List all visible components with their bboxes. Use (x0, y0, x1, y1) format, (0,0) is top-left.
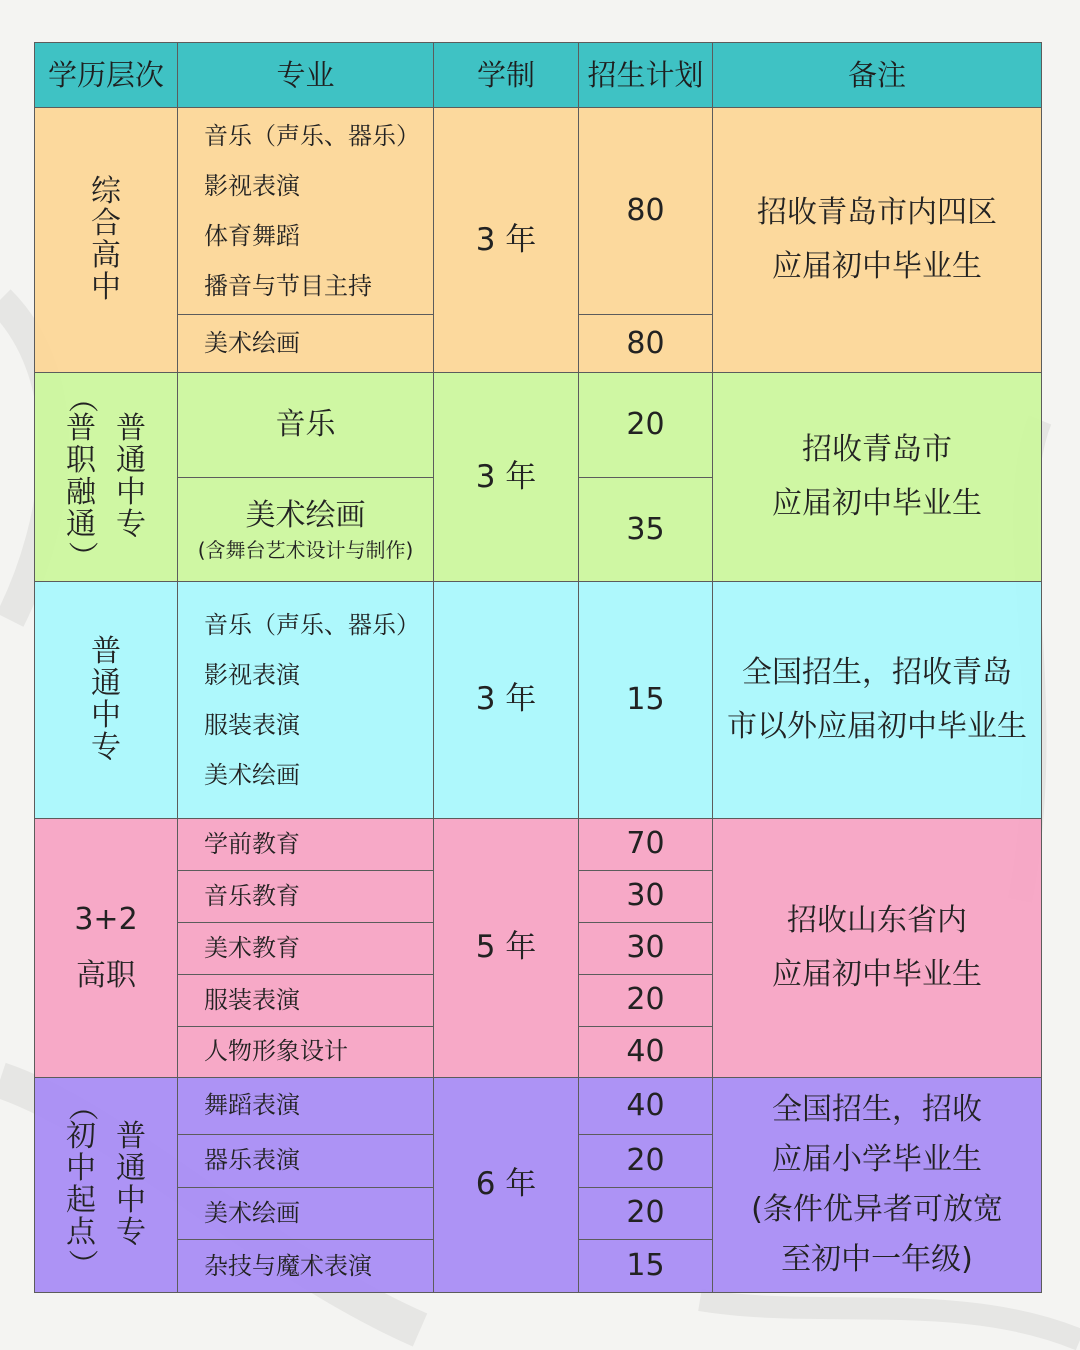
level-char: 通 (116, 1150, 146, 1186)
major-cell: 舞蹈表演 (178, 1077, 434, 1134)
major-cell: 音乐教育 (178, 870, 434, 922)
plan-cell: 35 (579, 478, 713, 582)
level-char: 普 (116, 1118, 146, 1154)
list-item: 音乐（声乐、器乐） (204, 610, 420, 639)
header-major: 专业 (178, 43, 434, 108)
plan-cell: 40 (579, 1077, 713, 1134)
header-plan: 招生计划 (579, 43, 713, 108)
level-cell-junior-start (35, 1077, 178, 1292)
note-line: 应届初中毕业生 (772, 249, 982, 285)
level-char: （ (64, 383, 99, 414)
level-char: 合 (91, 206, 121, 242)
plan-cell: 20 (579, 974, 713, 1026)
note-line: 应届小学毕业生 (772, 1141, 982, 1177)
note-line: 招收青岛市 (802, 432, 952, 468)
level-char: 普 (66, 411, 96, 447)
plan-cell: 80 (579, 108, 713, 315)
major-cell: 美术绘画 (178, 1187, 434, 1239)
vertical-level-column (91, 633, 121, 765)
level-char: 通 (66, 507, 96, 543)
plan-cell: 20 (579, 1134, 713, 1187)
plan-cell: 70 (579, 818, 713, 870)
major-subtitle: (含舞台艺术设计与制作) (197, 537, 414, 562)
note-cell (713, 1077, 1042, 1292)
note-cell (713, 818, 1042, 1077)
major-cell (178, 478, 434, 582)
note-line: (条件优异者可放宽 (751, 1191, 1003, 1227)
list-item: 音乐（声乐、器乐） (204, 122, 420, 151)
plan-cell: 40 (579, 1026, 713, 1077)
level-char: 专 (116, 1214, 146, 1250)
note-line: 应届初中毕业生 (772, 956, 982, 992)
list-item: 影视表演 (204, 172, 300, 201)
header-level: 学历层次 (35, 43, 178, 108)
plan-cell: 15 (579, 1239, 713, 1292)
note-line: 招收青岛市内四区 (757, 195, 997, 231)
vertical-level-column (64, 1090, 99, 1279)
level-cell-comprehensive (35, 108, 178, 373)
level-char: 专 (116, 507, 146, 543)
header-note: 备注 (713, 43, 1042, 108)
major-cell: 美术教育 (178, 922, 434, 974)
vertical-level-column (91, 176, 121, 304)
level-cell-higher-vocational (35, 818, 178, 1077)
plan-cell: 30 (579, 922, 713, 974)
duration-cell: 3 年 (434, 582, 579, 818)
header-duration: 学制 (434, 43, 579, 108)
note-cell (713, 108, 1042, 373)
major-list-cell (178, 582, 434, 818)
level-char: 专 (91, 729, 121, 765)
duration-cell: 3 年 (434, 373, 579, 582)
note-line: 招收山东省内 (787, 902, 967, 938)
level-char: 起 (66, 1182, 96, 1218)
duration-cell: 5 年 (434, 818, 579, 1077)
list-item: 服装表演 (204, 710, 300, 739)
level-char: 综 (91, 174, 121, 210)
level-line: 3+2 (74, 901, 138, 937)
plan-cell: 20 (579, 1187, 713, 1239)
level-char: 通 (116, 443, 146, 479)
plan-cell: 80 (579, 315, 713, 373)
table-header-row (35, 43, 1042, 108)
duration-cell: 3 年 (434, 108, 579, 373)
major-cell: 学前教育 (178, 818, 434, 870)
plan-cell: 15 (579, 582, 713, 818)
duration-cell: 6 年 (434, 1077, 579, 1292)
vertical-level-column (116, 1118, 146, 1250)
level-char: 中 (116, 1182, 146, 1218)
level-cell-vocational-integration (35, 373, 178, 582)
note-line: 应届初中毕业生 (772, 486, 982, 522)
level-char: ） (64, 541, 99, 572)
vertical-level-label (35, 1078, 177, 1292)
level-char: 普 (116, 411, 146, 447)
major-cell: 音乐 (178, 373, 434, 478)
table-row (35, 1077, 1042, 1134)
level-line: 高职 (76, 957, 136, 993)
level-char: 中 (66, 1150, 96, 1186)
level-char: 融 (66, 475, 96, 511)
list-item: 影视表演 (204, 660, 300, 689)
list-item: 播音与节目主持 (204, 272, 372, 301)
level-char: 高 (91, 238, 121, 274)
level-char: 初 (66, 1118, 96, 1154)
level-char: 职 (66, 443, 96, 479)
level-cell-secondary-vocational (35, 582, 178, 818)
vertical-level-column (116, 413, 146, 541)
note-line: 全国招生，招收青岛 (742, 654, 1012, 690)
list-item: 美术绘画 (204, 760, 300, 789)
level-char: 中 (91, 697, 121, 733)
note-line: 全国招生，招收 (772, 1091, 982, 1127)
level-char: 普 (91, 633, 121, 669)
level-char: 点 (66, 1214, 96, 1250)
table-row (35, 582, 1042, 818)
note-line: 市以外应届初中毕业生 (727, 708, 1027, 744)
level-char: 中 (91, 270, 121, 306)
table-row (35, 818, 1042, 870)
vertical-level-label (35, 108, 177, 372)
level-char: ） (64, 1248, 99, 1279)
enrollment-plan-table (34, 42, 1042, 1293)
major-cell: 杂技与魔术表演 (178, 1239, 434, 1292)
list-item: 体育舞蹈 (204, 222, 300, 251)
note-cell (713, 373, 1042, 582)
plan-cell: 20 (579, 373, 713, 478)
table-row (35, 373, 1042, 478)
major-cell: 服装表演 (178, 974, 434, 1026)
vertical-level-label (35, 373, 177, 581)
vertical-level-label (35, 582, 177, 817)
level-char: 通 (91, 665, 121, 701)
major-list-cell (178, 108, 434, 315)
note-line: 至初中一年级) (781, 1241, 973, 1277)
level-char: 中 (116, 475, 146, 511)
plan-cell: 30 (579, 870, 713, 922)
enrollment-table-wrapper (34, 42, 1041, 1293)
major-cell: 器乐表演 (178, 1134, 434, 1187)
major-cell: 美术绘画 (178, 315, 434, 373)
note-cell (713, 582, 1042, 818)
table-row (35, 108, 1042, 315)
major-cell: 人物形象设计 (178, 1026, 434, 1077)
level-char: （ (64, 1090, 99, 1121)
vertical-level-column (64, 383, 99, 572)
major-name: 美术绘画 (245, 497, 366, 533)
